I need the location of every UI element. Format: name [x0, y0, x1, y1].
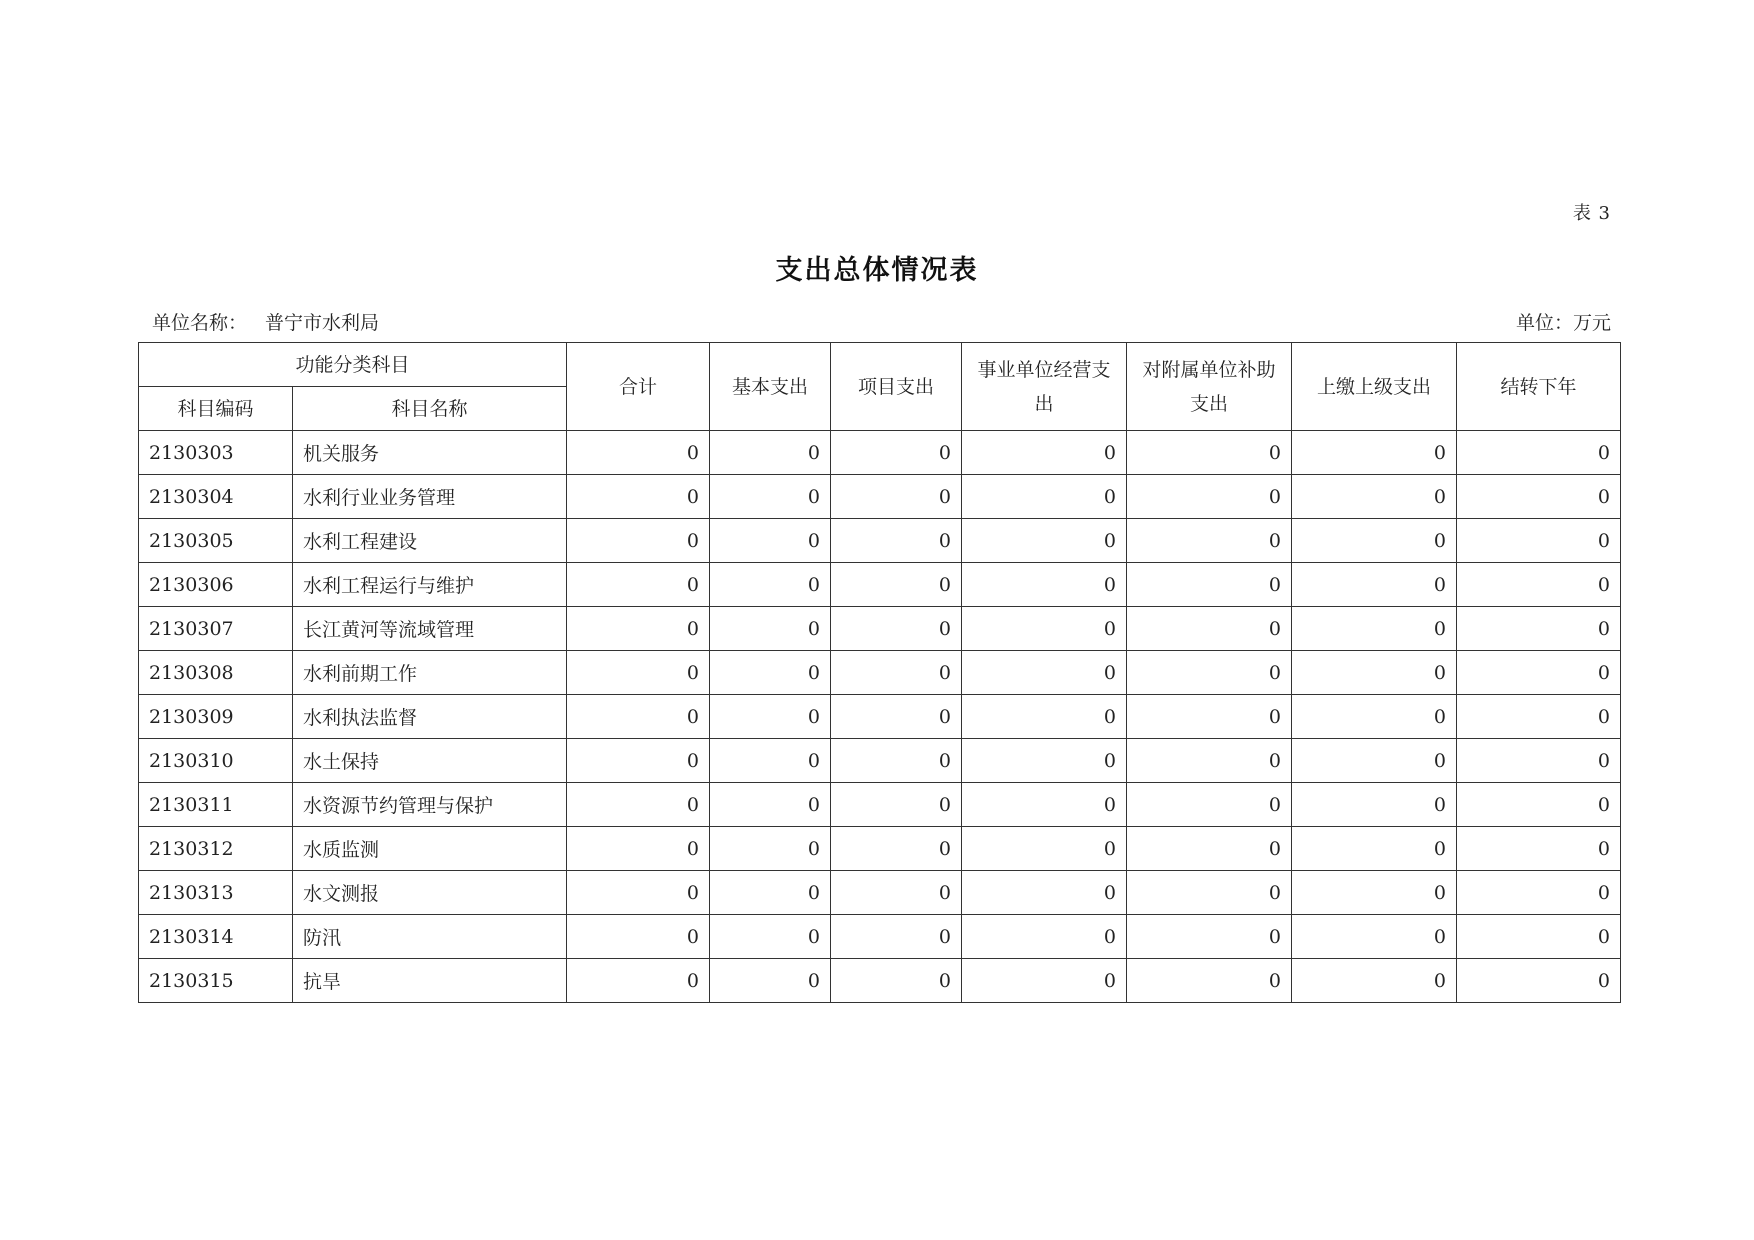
subject-code: 2130311 [139, 783, 293, 827]
value-cell: 0 [1292, 651, 1457, 695]
value-cell: 0 [567, 431, 710, 475]
table-row [139, 871, 1621, 915]
value-cell: 0 [710, 475, 831, 519]
value-cell: 0 [1292, 871, 1457, 915]
value-cell: 0 [1292, 783, 1457, 827]
subject-name: 水利工程建设 [293, 519, 567, 563]
value-cell: 0 [1127, 959, 1292, 1003]
value-cell: 0 [710, 827, 831, 871]
unit-name-line [152, 308, 379, 335]
value-cell: 0 [1292, 563, 1457, 607]
subject-code: 2130305 [139, 519, 293, 563]
value-cell: 0 [1457, 783, 1621, 827]
value-cell: 0 [1292, 607, 1457, 651]
subject-name: 水土保持 [293, 739, 567, 783]
value-cell: 0 [567, 871, 710, 915]
column-header: 项目支出 [831, 343, 962, 431]
value-cell: 0 [831, 871, 962, 915]
table-row [139, 739, 1621, 783]
subject-code: 2130309 [139, 695, 293, 739]
subject-code: 2130308 [139, 651, 293, 695]
value-cell: 0 [1457, 695, 1621, 739]
value-cell: 0 [567, 959, 710, 1003]
value-cell: 0 [1127, 519, 1292, 563]
subject-name: 防汛 [293, 915, 567, 959]
subject-name: 水文测报 [293, 871, 567, 915]
page-title: 支出总体情况表 [775, 255, 979, 286]
value-cell: 0 [962, 431, 1127, 475]
column-header: 上缴上级支出 [1292, 343, 1457, 431]
sub-header-code: 科目编码 [139, 387, 293, 431]
value-cell: 0 [710, 563, 831, 607]
value-cell: 0 [567, 695, 710, 739]
table-row [139, 519, 1621, 563]
value-cell: 0 [1292, 695, 1457, 739]
value-cell: 0 [710, 431, 831, 475]
subject-code: 2130314 [139, 915, 293, 959]
subject-name: 水资源节约管理与保护 [293, 783, 567, 827]
column-header: 基本支出 [710, 343, 831, 431]
unit-name-value: 普宁市水利局 [265, 312, 380, 334]
value-cell: 0 [1127, 475, 1292, 519]
value-cell: 0 [1127, 871, 1292, 915]
value-cell: 0 [1127, 651, 1292, 695]
table-row [139, 783, 1621, 827]
subject-code: 2130306 [139, 563, 293, 607]
value-cell: 0 [962, 871, 1127, 915]
value-cell: 0 [1127, 827, 1292, 871]
value-cell: 0 [962, 563, 1127, 607]
value-cell: 0 [831, 431, 962, 475]
value-cell: 0 [1292, 915, 1457, 959]
value-cell: 0 [1457, 519, 1621, 563]
value-cell: 0 [1127, 695, 1292, 739]
value-cell: 0 [1457, 651, 1621, 695]
value-cell: 0 [1127, 563, 1292, 607]
value-cell: 0 [962, 519, 1127, 563]
value-cell: 0 [1292, 739, 1457, 783]
subject-name: 水利行业业务管理 [293, 475, 567, 519]
value-cell: 0 [831, 695, 962, 739]
expenditure-table [138, 342, 1621, 1003]
value-cell: 0 [962, 783, 1127, 827]
subject-code: 2130304 [139, 475, 293, 519]
value-cell: 0 [831, 959, 962, 1003]
value-cell: 0 [831, 827, 962, 871]
value-cell: 0 [962, 959, 1127, 1003]
header-row-1 [139, 343, 1621, 387]
subject-name: 水利工程运行与维护 [293, 563, 567, 607]
value-cell: 0 [831, 607, 962, 651]
value-cell: 0 [962, 739, 1127, 783]
value-cell: 0 [1457, 563, 1621, 607]
value-cell: 0 [962, 915, 1127, 959]
value-cell: 0 [710, 651, 831, 695]
column-header: 合计 [567, 343, 710, 431]
value-cell: 0 [1292, 959, 1457, 1003]
value-cell: 0 [831, 651, 962, 695]
table-number: 表 3 [1572, 203, 1611, 224]
value-cell: 0 [1457, 871, 1621, 915]
table-row [139, 563, 1621, 607]
value-cell: 0 [710, 915, 831, 959]
value-cell: 0 [831, 783, 962, 827]
value-cell: 0 [831, 475, 962, 519]
value-cell: 0 [1127, 783, 1292, 827]
value-cell: 0 [1457, 959, 1621, 1003]
value-cell: 0 [710, 607, 831, 651]
value-cell: 0 [1457, 739, 1621, 783]
value-cell: 0 [831, 739, 962, 783]
subject-name: 水质监测 [293, 827, 567, 871]
value-cell: 0 [710, 739, 831, 783]
value-cell: 0 [567, 519, 710, 563]
subject-code: 2130312 [139, 827, 293, 871]
column-header: 结转下年 [1457, 343, 1621, 431]
value-cell: 0 [1292, 827, 1457, 871]
table-row [139, 431, 1621, 475]
value-cell: 0 [1127, 431, 1292, 475]
value-cell: 0 [567, 783, 710, 827]
value-cell: 0 [1292, 431, 1457, 475]
value-cell: 0 [1127, 607, 1292, 651]
table-row [139, 827, 1621, 871]
value-cell: 0 [962, 695, 1127, 739]
value-cell: 0 [710, 959, 831, 1003]
value-cell: 0 [1292, 475, 1457, 519]
subject-name: 抗旱 [293, 959, 567, 1003]
value-cell: 0 [567, 739, 710, 783]
subject-name: 水利执法监督 [293, 695, 567, 739]
table-row [139, 959, 1621, 1003]
currency-unit: 单位：万元 [1515, 312, 1611, 334]
subject-code: 2130313 [139, 871, 293, 915]
value-cell: 0 [567, 607, 710, 651]
value-cell: 0 [962, 475, 1127, 519]
value-cell: 0 [1457, 475, 1621, 519]
value-cell: 0 [710, 519, 831, 563]
column-header: 事业单位经营支出 [962, 343, 1127, 431]
value-cell: 0 [831, 563, 962, 607]
subject-name: 机关服务 [293, 431, 567, 475]
value-cell: 0 [962, 827, 1127, 871]
table-row [139, 475, 1621, 519]
sub-header-name: 科目名称 [293, 387, 567, 431]
group-header: 功能分类科目 [139, 343, 567, 387]
value-cell: 0 [710, 783, 831, 827]
unit-name-label: 单位名称： [152, 312, 248, 334]
value-cell: 0 [567, 563, 710, 607]
value-cell: 0 [1457, 431, 1621, 475]
value-cell: 0 [710, 695, 831, 739]
value-cell: 0 [710, 871, 831, 915]
value-cell: 0 [1127, 739, 1292, 783]
value-cell: 0 [567, 827, 710, 871]
table-row [139, 651, 1621, 695]
value-cell: 0 [567, 915, 710, 959]
subject-name: 长江黄河等流域管理 [293, 607, 567, 651]
value-cell: 0 [831, 519, 962, 563]
value-cell: 0 [1457, 607, 1621, 651]
subject-code: 2130307 [139, 607, 293, 651]
table-row [139, 915, 1621, 959]
value-cell: 0 [962, 651, 1127, 695]
table-row [139, 607, 1621, 651]
value-cell: 0 [1292, 519, 1457, 563]
subject-code: 2130310 [139, 739, 293, 783]
value-cell: 0 [1457, 915, 1621, 959]
value-cell: 0 [962, 607, 1127, 651]
subject-name: 水利前期工作 [293, 651, 567, 695]
value-cell: 0 [567, 475, 710, 519]
table-row [139, 695, 1621, 739]
column-header: 对附属单位补助支出 [1127, 343, 1292, 431]
subject-code: 2130303 [139, 431, 293, 475]
value-cell: 0 [1457, 827, 1621, 871]
subject-code: 2130315 [139, 959, 293, 1003]
value-cell: 0 [831, 915, 962, 959]
value-cell: 0 [1127, 915, 1292, 959]
value-cell: 0 [567, 651, 710, 695]
